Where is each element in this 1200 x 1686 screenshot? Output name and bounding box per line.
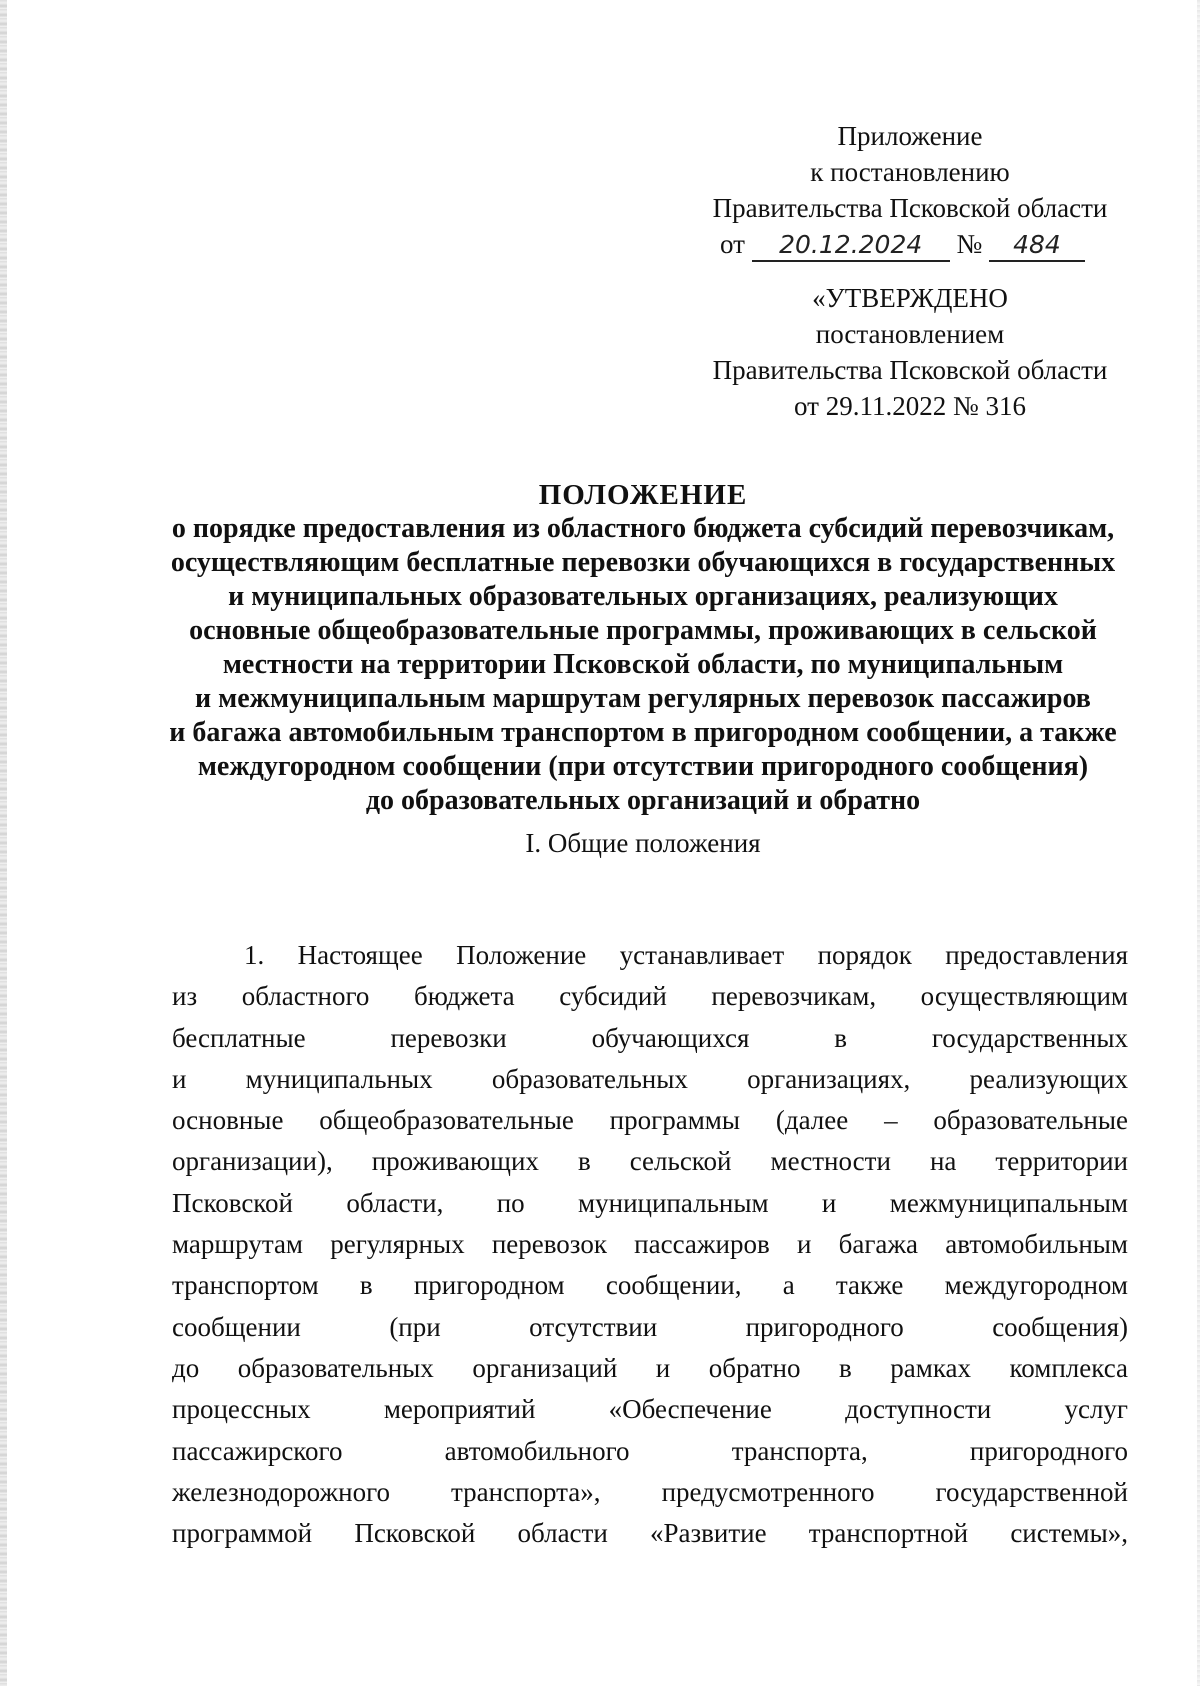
body-line: основные общеобразовательные программы (далее – образовательные	[172, 1105, 1128, 1136]
number-sign: №	[956, 229, 983, 259]
title-line: и муниципальных образовательных организациях, реализующих	[228, 581, 1058, 612]
title-line: междугородном сообщении (при отсутствии пригородного сообщения)	[197, 751, 1089, 782]
body-line: и муниципальных образовательных организациях, реализующих	[172, 1063, 1128, 1094]
body-line: процессных мероприятий «Обеспечение доступности услуг	[172, 1394, 1128, 1425]
title-line: местности на территории Псковской области, по муниципальным	[222, 649, 1064, 680]
handwritten-number: 484	[989, 230, 1085, 262]
title-line: основные общеобразовательные программы, проживающих в сельской	[189, 615, 1097, 646]
body-line: из областного бюджета субсидий перевозчикам, осуществляющим	[172, 981, 1128, 1012]
body-line: 1. Настоящее Положение устанавливает порядок предоставления	[244, 940, 1128, 970]
title-line: о порядке предоставления из областного бюджета субсидий перевозчикам,	[171, 513, 1115, 544]
body-line: железнодорожного транспорта», предусмотренного государственной	[172, 1476, 1128, 1507]
section-heading: I. Общие положения	[525, 828, 761, 858]
body-line: бесплатные перевозки обучающихся в государственных	[172, 1022, 1128, 1053]
body-line: Псковской области, по муниципальным и межмуниципальным	[172, 1187, 1128, 1218]
appendix-line: Приложение	[837, 121, 983, 151]
body-line: до образовательных организаций и обратно в рамках комплекса	[172, 1352, 1128, 1383]
body-paragraph	[172, 935, 1128, 1554]
document-title	[120, 478, 1166, 818]
body-line: программой Псковской области «Развитие транспортной системы»,	[172, 1518, 1128, 1549]
scan-edge-left	[0, 0, 7, 1686]
title-line: и багажа автомобильным транспортом в пригородном сообщении, а также	[169, 717, 1117, 748]
handwritten-date: 20.12.2024	[752, 230, 950, 262]
body-line: организации), проживающих в сельской местности на территории	[172, 1146, 1128, 1177]
appendix-line: к постановлению	[810, 157, 1010, 187]
approved-block	[690, 280, 1130, 424]
approved-line: «УТВЕРЖДЕНО	[812, 283, 1008, 313]
date-prefix: от	[720, 229, 745, 259]
body-line: транспортом в пригородном сообщении, а также междугородном	[172, 1270, 1128, 1301]
body-line: пассажирского автомобильного транспорта, пригородного	[172, 1435, 1128, 1466]
body-line: маршрутам регулярных перевозок пассажиров и багажа автомобильным	[172, 1229, 1128, 1260]
body-line: сообщении (при отсутствии пригородного сообщения)	[172, 1311, 1128, 1342]
title-line: осуществляющим бесплатные перевозки обучающихся в государственных	[170, 547, 1116, 578]
appendix-date-line	[690, 226, 1130, 262]
title-line: и межмуниципальным маршрутам регулярных перевозок пассажиров	[195, 683, 1091, 714]
approved-line: от 29.11.2022 № 316	[794, 391, 1026, 421]
appendix-header	[690, 118, 1130, 262]
approved-line: Правительства Псковской области	[712, 355, 1108, 385]
title-heading: ПОЛОЖЕНИЕ	[538, 479, 748, 511]
appendix-line: Правительства Псковской области	[712, 193, 1108, 223]
title-line: до образовательных организаций и обратно	[365, 785, 921, 816]
approved-line: постановлением	[815, 319, 1005, 349]
